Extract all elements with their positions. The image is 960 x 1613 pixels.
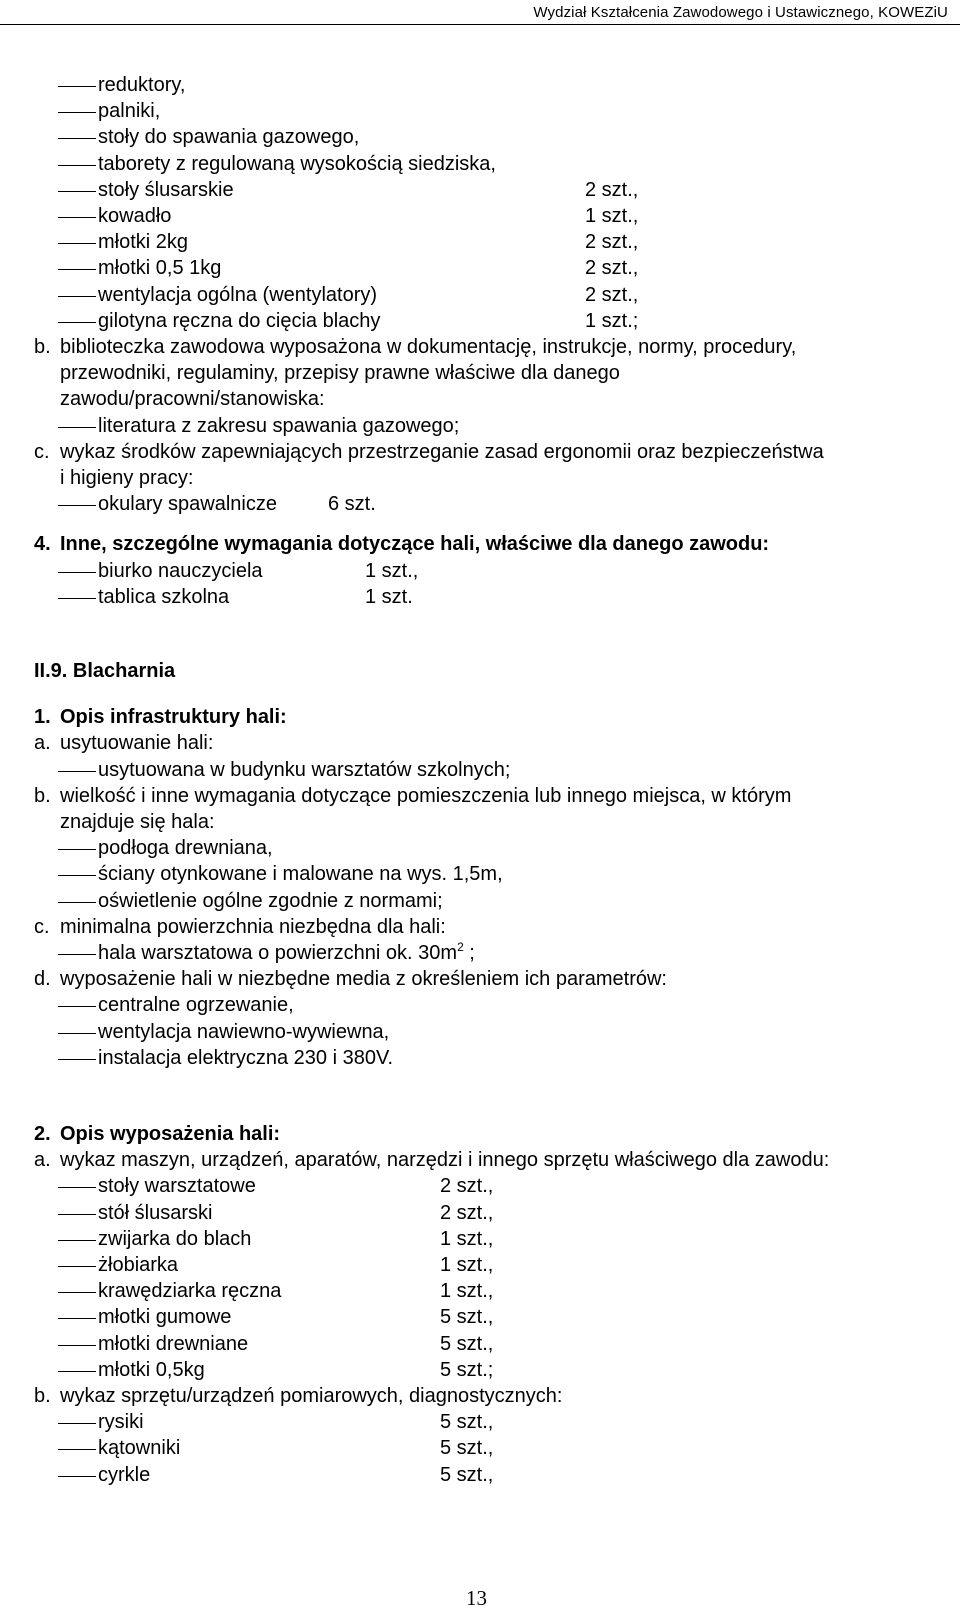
list-item-text: wykaz sprzętu/urządzeń pomiarowych, diagnostycznych: xyxy=(60,1385,563,1407)
dash-bullet xyxy=(58,875,96,876)
section-heading: Opis infrastruktury hali: xyxy=(60,706,287,729)
dash-bullet xyxy=(58,1240,96,1241)
dash-bullet xyxy=(58,1266,96,1267)
list-item-text: ściany otynkowane i malowane na wys. 1,5m, xyxy=(98,863,503,886)
list-marker: d. xyxy=(34,968,51,991)
quantity: 2 szt., xyxy=(585,257,639,280)
dash-bullet xyxy=(58,112,96,113)
quantity: 5 szt.; xyxy=(440,1358,494,1381)
list-item-text: okulary spawalnicze xyxy=(98,493,277,516)
list-item-text: wielkość i inne wymagania dotyczące pomieszczenia lub innego miejsca, w którym xyxy=(60,784,792,807)
quantity: 6 szt. xyxy=(328,493,376,516)
list-marker: a. xyxy=(34,1149,51,1172)
list-item-text: wentylacja nawiewno-wywiewna, xyxy=(98,1020,390,1043)
list-item-text: stół ślusarski xyxy=(98,1201,213,1224)
list-item-text: młotki 0,5kg xyxy=(98,1358,205,1381)
quantity: 1 szt., xyxy=(365,559,419,582)
quantity: 1 szt., xyxy=(585,205,639,227)
dash-bullet xyxy=(58,1059,96,1060)
dash-bullet xyxy=(58,1449,96,1450)
header-rule xyxy=(0,24,960,25)
dash-bullet xyxy=(58,902,96,903)
dash-bullet xyxy=(58,269,96,270)
dash-bullet xyxy=(58,572,96,573)
list-item-text: usytuowana w budynku warsztatów szkolnych; xyxy=(98,758,511,781)
list-item-text: biblioteczka zawodowa wyposażona w dokumentację, instrukcje, normy, procedury, xyxy=(60,336,797,358)
quantity: 5 szt., xyxy=(440,1306,494,1329)
list-item-text: młotki 0,5 1kg xyxy=(98,257,222,280)
quantity: 2 szt., xyxy=(440,1201,494,1224)
dash-bullet xyxy=(58,296,96,297)
list-marker: 2. xyxy=(34,1123,51,1145)
superscript: 2 xyxy=(457,940,464,954)
list-item-continuation: znajduje się hala: xyxy=(60,811,215,833)
list-item-text: oświetlenie ogólne zgodnie z normami; xyxy=(98,889,443,912)
dash-bullet xyxy=(58,1214,96,1215)
list-item-text: cyrkle xyxy=(98,1463,151,1486)
list-item-text: tablica szkolna xyxy=(98,585,230,608)
list-item-text: minimalna powierzchnia niezbędna dla hali: xyxy=(60,915,446,938)
list-item-text: biurko nauczyciela xyxy=(98,559,263,582)
dash-bullet xyxy=(58,1033,96,1034)
list-marker: 4. xyxy=(34,533,51,556)
list-item-text: wyposażenie hali w niezbędne media z określeniem ich parametrów: xyxy=(60,968,667,991)
list-item-text: usytuowanie hali: xyxy=(60,732,214,755)
dash-bullet xyxy=(58,138,96,139)
list-item-text: stoły ślusarskie xyxy=(98,178,234,201)
list-item-continuation: i higieny pracy: xyxy=(60,467,194,489)
dash-bullet xyxy=(58,217,96,218)
dash-bullet xyxy=(58,1371,96,1372)
quantity: 1 szt. xyxy=(365,585,413,608)
quantity: 2 szt., xyxy=(440,1175,494,1198)
list-item-text: literatura z zakresu spawania gazowego; xyxy=(98,414,460,437)
list-item-text: podłoga drewniana, xyxy=(98,837,273,860)
quantity: 5 szt., xyxy=(440,1411,494,1434)
list-item-text: taborety z regulowaną wysokością siedziska, xyxy=(98,152,496,175)
dash-bullet xyxy=(58,191,96,192)
list-item-text: krawędziarka ręczna xyxy=(98,1280,282,1303)
list-marker: 1. xyxy=(34,706,51,729)
list-marker: b. xyxy=(34,336,51,358)
dash-bullet xyxy=(58,598,96,599)
page-number: 13 xyxy=(466,1586,487,1610)
dash-bullet xyxy=(58,243,96,244)
list-item-continuation: zawodu/pracowni/stanowiska: xyxy=(60,388,325,411)
page-header: Wydział Kształcenia Zawodowego i Ustawicznego, KOWEZiU xyxy=(533,4,948,21)
list-item-text: wentylacja ogólna (wentylatory) xyxy=(98,283,378,306)
list-marker: a. xyxy=(34,732,51,755)
dash-bullet xyxy=(58,771,96,772)
list-item-text: młotki gumowe xyxy=(98,1306,232,1329)
quantity: 5 szt., xyxy=(440,1332,494,1355)
dash-bullet xyxy=(58,1476,96,1477)
dash-bullet xyxy=(58,505,96,506)
list-item-continuation: przewodniki, regulaminy, przepisy prawne właściwe dla danego xyxy=(60,362,620,385)
list-item-text: gilotyna ręczna do cięcia blachy xyxy=(98,309,381,332)
list-marker: b. xyxy=(34,1385,51,1407)
list-item-text: centralne ogrzewanie, xyxy=(98,994,294,1017)
dash-bullet xyxy=(58,954,96,955)
list-item-text: reduktory, xyxy=(98,74,186,96)
list-item-text: młotki 2kg xyxy=(98,231,189,254)
dash-bullet xyxy=(58,1345,96,1346)
list-item-text: stoły warsztatowe xyxy=(98,1175,256,1198)
dash-bullet xyxy=(58,86,96,87)
section-heading: Opis wyposażenia hali: xyxy=(60,1123,281,1145)
chapter-heading: II.9. Blacharnia xyxy=(34,660,176,682)
list-item-text: stoły do spawania gazowego, xyxy=(98,126,360,149)
dash-bullet xyxy=(58,1292,96,1293)
dash-bullet xyxy=(58,322,96,323)
list-item-text: kątowniki xyxy=(98,1437,181,1460)
list-item-text: żłobiarka xyxy=(98,1254,179,1276)
dash-bullet xyxy=(58,165,96,166)
quantity: 2 szt., xyxy=(585,178,639,201)
list-item-text: instalacja elektryczna 230 i 380V. xyxy=(98,1046,393,1069)
list-item-text: hala warsztatowa o powierzchni ok. $30m^2$ ; xyxy=(98,940,475,964)
quantity: 5 szt., xyxy=(440,1463,494,1486)
list-marker: c. xyxy=(34,915,50,938)
quantity: 1 szt., xyxy=(440,1280,494,1303)
list-marker: c. xyxy=(34,440,50,463)
list-item-text: zwijarka do blach xyxy=(98,1227,252,1250)
quantity: 2 szt., xyxy=(585,283,639,306)
list-item-text: młotki drewniane xyxy=(98,1332,249,1355)
list-marker: b. xyxy=(34,784,51,807)
list-item-text: wykaz środków zapewniających przestrzeganie zasad ergonomii oraz bezpieczeństwa xyxy=(60,440,824,463)
list-item-text: wykaz maszyn, urządzeń, aparatów, narzędzi i innego sprzętu właściwego dla zawodu: xyxy=(60,1149,830,1172)
dash-bullet xyxy=(58,1006,96,1007)
dash-bullet xyxy=(58,1423,96,1424)
quantity: 2 szt., xyxy=(585,231,639,254)
list-item-text: rysiki xyxy=(98,1411,144,1434)
quantity: 5 szt., xyxy=(440,1437,494,1460)
list-item-text: kowadło xyxy=(98,205,172,227)
list-item-text: palniki, xyxy=(98,100,161,123)
dash-bullet xyxy=(58,1318,96,1319)
quantity: 1 szt.; xyxy=(585,309,639,332)
dash-bullet xyxy=(58,849,96,850)
quantity: 1 szt., xyxy=(440,1254,494,1276)
dash-bullet xyxy=(58,1187,96,1188)
section-heading: Inne, szczególne wymagania dotyczące hali, właściwe dla danego zawodu: xyxy=(60,533,770,556)
dash-bullet xyxy=(58,427,96,428)
quantity: 1 szt., xyxy=(440,1227,494,1250)
